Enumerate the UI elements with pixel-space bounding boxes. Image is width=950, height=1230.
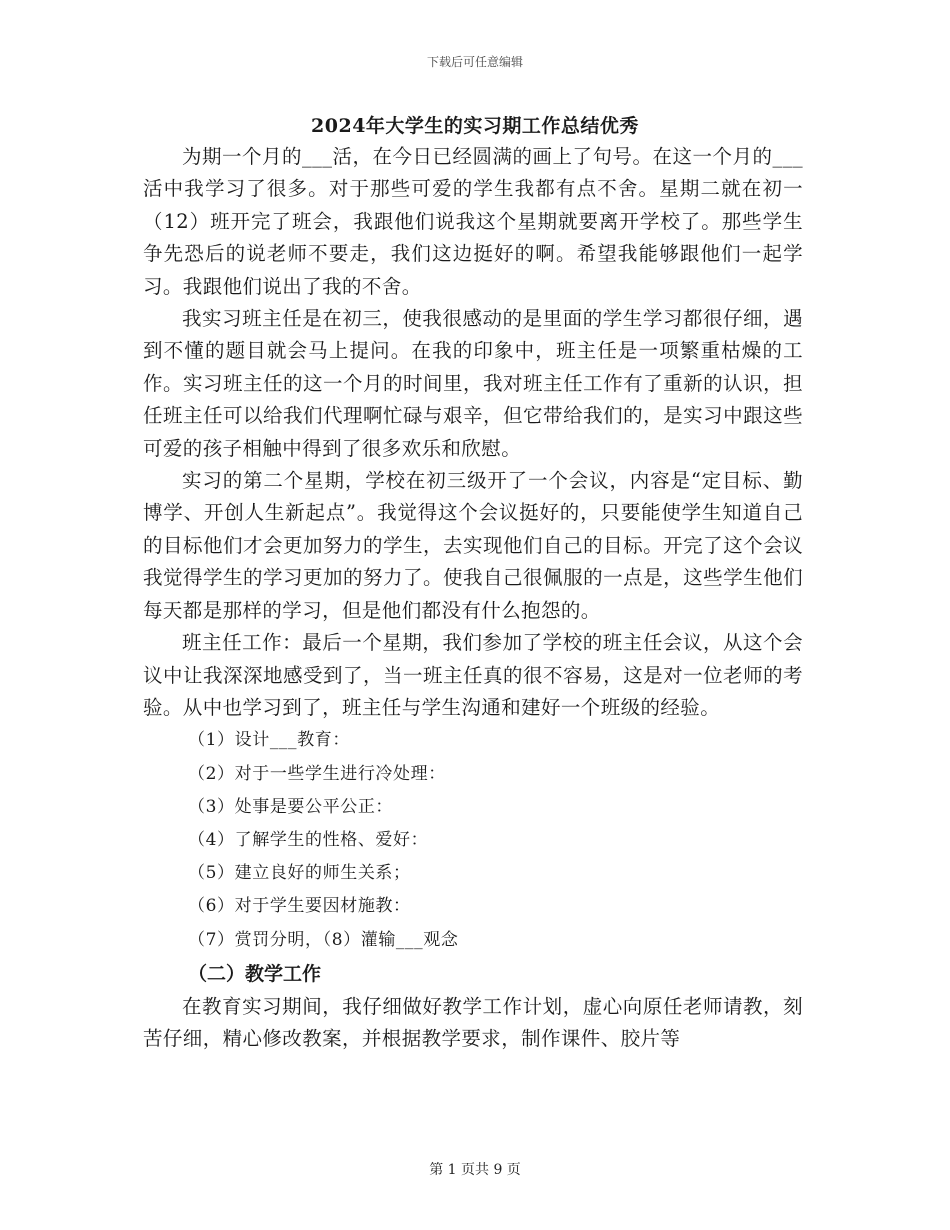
document-body: [143, 141, 803, 1056]
page-number-footer: 第 1 页共 9 页: [429, 1162, 521, 1178]
list-item: （6）对于学生要因材施教：: [188, 896, 411, 917]
list-item: （4）了解学生的性格、爱好：: [188, 829, 429, 850]
paragraph-1: 为期一个月的___活，在今日已经圆满的画上了句号。在这一个月的___活中我学习了很多。对于那些可爱的学生我都有点不舍。星期二就在初一（12）班开完了班会，我跟他们说我这个星期就要离开学校了。那些学生争先恐后的说老师不要走，我们这边挺好的啊。希望我能够跟他们一起学习。我跟他们说出了我的不舍。: [143, 145, 803, 298]
paragraph-5: 在教育实习期间，我仔细做好教学工作计划，虚心向原任老师请教，刻苦仔细，精心修改教案，并根据教学要求，制作课件、胶片等: [143, 994, 803, 1051]
page-header-note: 下载后可任意编辑: [426, 55, 523, 69]
list-item: （7）赏罚分明，（8）灌输___观念: [188, 929, 459, 950]
list-item: （2）对于一些学生进行冷处理：: [188, 763, 446, 784]
paragraph-3: 实习的第二个星期，学校在初三级开了一个会议，内容是“定目标、勤博学、开创人生新起点”。我觉得这个会议挺好的，只要能使学生知道自己的目标他们才会更加努力的学生，去实现他们自己的目标。开完了这个会议我觉得学生的学习更加的努力了。使我自己很佩服的一点是，这些学生他们每天都是那样的学习，但是他们都没有什么抱怨的。: [143, 469, 803, 622]
paragraph-4: 班主任工作：最后一个星期，我们参加了学校的班主任会议，从这个会议中让我深深地感受到了，当一班主任真的很不容易，这是对一位老师的考验。从中也学习到了，班主任与学生沟通和建好一个班级的经验。: [143, 631, 803, 719]
list-item: （3）处事是要公平公正：: [188, 796, 394, 817]
section-subheading: （二）教学工作: [188, 962, 322, 985]
list-item: （1）设计___教育：: [188, 730, 350, 751]
paragraph-2: 我实习班主任是在初三，使我很感动的是里面的学生学习都很仔细，遇到不懂的题目就会马上提问。在我的印象中，班主任是一项繁重枯燥的工作。实习班主任的这一个月的时间里，我对班主任工作有了重新的认识，担任班主任可以给我们代理啊忙碌与艰辛，但它带给我们的，是实习中跟这些可爱的孩子相触中得到了很多欢乐和欣慰。: [143, 307, 803, 460]
document-title: 2024年大学生的实习期工作总结优秀: [311, 115, 639, 137]
list-item: （5）建立良好的师生关系；: [188, 863, 411, 884]
